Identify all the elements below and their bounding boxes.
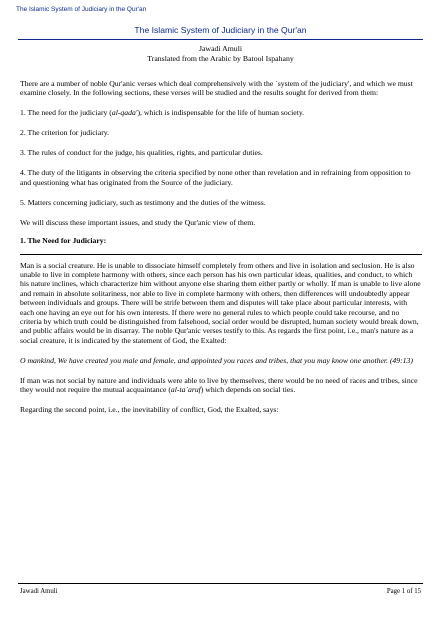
list-item-1: 1. The need for the judiciary (al-qada'), which is indispensable for the life of human society. — [20, 108, 305, 118]
running-header: The Islamic System of Judiciary in the Qur'an — [16, 6, 147, 13]
translator-credit: Translated from the Arabic by Batool Ispahany — [147, 54, 294, 63]
list-item-5: 5. Matters concerning judiciary, such as testimony and the duties of the witness. — [20, 197, 266, 207]
closing-paragraph: We will discuss these important issues, and study the Qur'anic view of them. — [20, 217, 256, 227]
title-divider — [18, 39, 423, 40]
list-item-4: 4. The duty of the litigants in observing the criteria specified by none other than revelation and in refraining from opposition to and questioning what has originated from the Source of the judiciary. — [20, 168, 411, 187]
author-name: Jawadi Amuli — [198, 44, 243, 53]
footer-author: Jawadi Amuli — [20, 588, 58, 595]
page-number: Page 1 of 15 — [386, 588, 421, 595]
document-body — [20, 79, 422, 425]
footer-divider — [18, 583, 423, 584]
quran-quote: O mankind, We have created you male and female, and appointed you races and tribes, that you may know one another. (49:13) — [20, 355, 413, 365]
body-paragraph-3: Regarding the second point, i.e., the inevitability of conflict, God, the Exalted, says: — [20, 405, 279, 415]
section-heading: 1. The Need for Judiciary: — [20, 236, 107, 246]
body-paragraph-2: If man was not social by nature and individuals were able to live by themselves, there would be no need of races and tribes, since they would not require the mutual acquaintance (al-ta`aruf) which depends on social ties. — [20, 375, 418, 395]
intro-paragraph: There are a number of noble Qur'anic verses which deal comprehensively with the `system of the judiciary', and which we must examine closely. In the following sections, these verses will be studied and the results sought for derived from them: — [20, 79, 413, 98]
document-title: The Islamic System of Judiciary in the Qur'an — [134, 25, 307, 35]
byline — [0, 44, 441, 64]
body-paragraph-1: Man is a social creature. He is unable to dissociate himself completely from others and live in isolation and seclusion. He is also unable to live in complete harmony with others, since each person has his own particular ideas, qualities, and conduct, to which his nature inclines, which characterize him without anyone else sharing them either partly or wholly. If man is unable to live alone and remain in absolute solitariness, nor able to live in complete harmony with others, then differences will undoubtedly appear between individuals and groups. There will be strife between them and disputes will take place about particular interests, with each one having an eye out for his own interests. If there were no general rules to which people could take recourse, and no criteria by which truth could be distinguished from falsehood, social order would be disrupted, human society would break down, and public affairs would be in disarray. The noble Qur'anic verses testify to this. As regards the first point, i.e., man's nature as a social creature, it is indicated by the statement of God, the Exalted: — [20, 260, 421, 345]
section-divider — [20, 254, 422, 255]
list-item-3: 3. The rules of conduct for the judge, his qualities, rights, and particular duties. — [20, 148, 263, 158]
list-item-2: 2. The criterion for judiciary. — [20, 128, 110, 138]
